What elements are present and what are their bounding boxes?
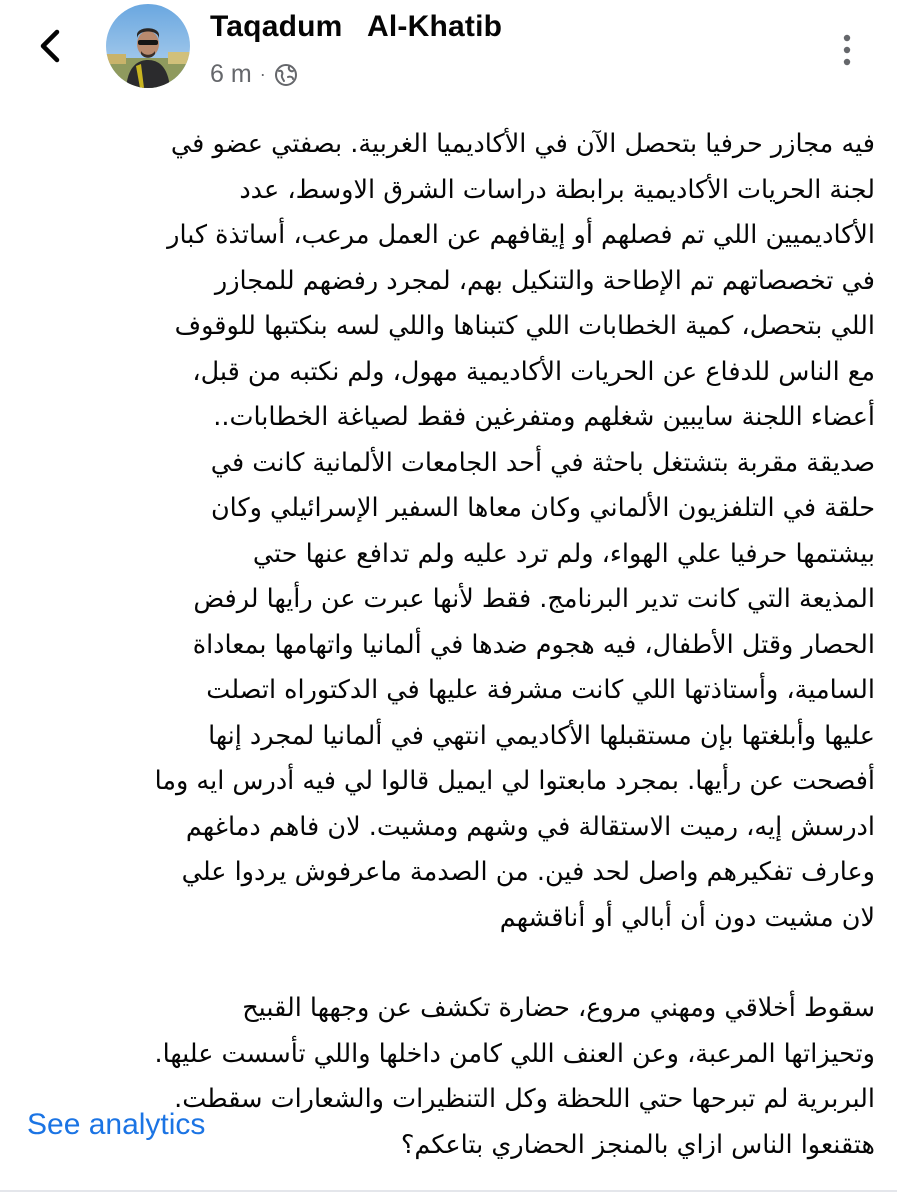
see-analytics-link[interactable]: See analytics [27, 1108, 206, 1141]
avatar[interactable] [106, 4, 190, 88]
more-options-button[interactable] [827, 30, 867, 70]
post-header [0, 0, 897, 110]
more-vertical-icon [842, 34, 852, 66]
post-text [20, 122, 875, 1168]
back-button[interactable] [28, 24, 72, 68]
meta-separator: · [259, 64, 266, 84]
post-paragraph-2: سقوط أخلاقي ومهني مروع، حضارة تكشف عن وجهها القبيح وتحيزاتها المرعبة، وعن العنف اللي كامن داخلها واللي تأسست عليها. البربرية لم تبرحها حتي اللحظة وكل التنظيرات والشعارات سقطت. هتقنعوا الناس ازاي بالمنجز الحضاري بتاعكم؟ [154, 993, 875, 1160]
post-paragraph-1: فيه مجازر حرفيا بتحصل الآن في الأكاديميا الغربية. بصفتي عضو في لجنة الحريات الأكاديمية برابطة دراسات الشرق الاوسط، عدد الأكاديميين اللي تم فصلهم أو إيقافهم عن العمل مرعب، أساتذة كبار في تخصصاتهم تم الإطاحة والتنكيل بهم، لمجرد رفضهم للمجازر اللي بتحصل، كمية الخطابات اللي كتبناها واللي لسه بنكتبها للوقوف مع الناس للدفاع عن الحريات الأكاديمية مهول، ولم نكتبه من قبل، أعضاء اللجنة سايبين شغلهم ومتفرغين فقط لصياغة الخطابات.. صديقة مقربة بتشتغل باحثة في أحد الجامعات الألمانية كانت في حلقة في التلفزيون الألماني وكان معاها السفير الإسرائيلي وكان بيشتمها حرفيا علي الهواء، ولم ترد عليه ولم تدافع عنها حتي المذيعة التي كانت تدير البرنامج. فقط لأنها عبرت عن رأيها لرفض الحصار وقتل الأطفال، فيه هجوم ضدها في ألمانيا واتهامها بمعاداة السامية، وأستاذتها اللي كانت مشرفة عليها في الدكتوراه اتصلت عليها وأبلغتها بإن مستقبلها الأكاديمي انتهي في ألمانيا لمجرد إنها أفصحت عن رأيها. بمجرد مابعتوا لي ايميل قالوا لي فيه أدرس ايه وما ادرسش إيه، رميت الاستقالة في وشهم ومشيت. لان فاهم دماغهم وعارف تفكيرهم واصل لحد فين. من الصدمة ماعرفوش يردوا علي لان مشيت دون أن أبالي أو أناقشهم [154, 129, 875, 933]
divider [0, 1190, 897, 1192]
post-timestamp[interactable]: 6 m [210, 60, 252, 88]
globe-icon[interactable] [274, 63, 298, 87]
chevron-left-icon [35, 28, 65, 64]
post-meta [210, 60, 298, 89]
author-name[interactable]: Taqadum Al-Khatib [210, 10, 503, 43]
avatar-photo [106, 4, 190, 88]
